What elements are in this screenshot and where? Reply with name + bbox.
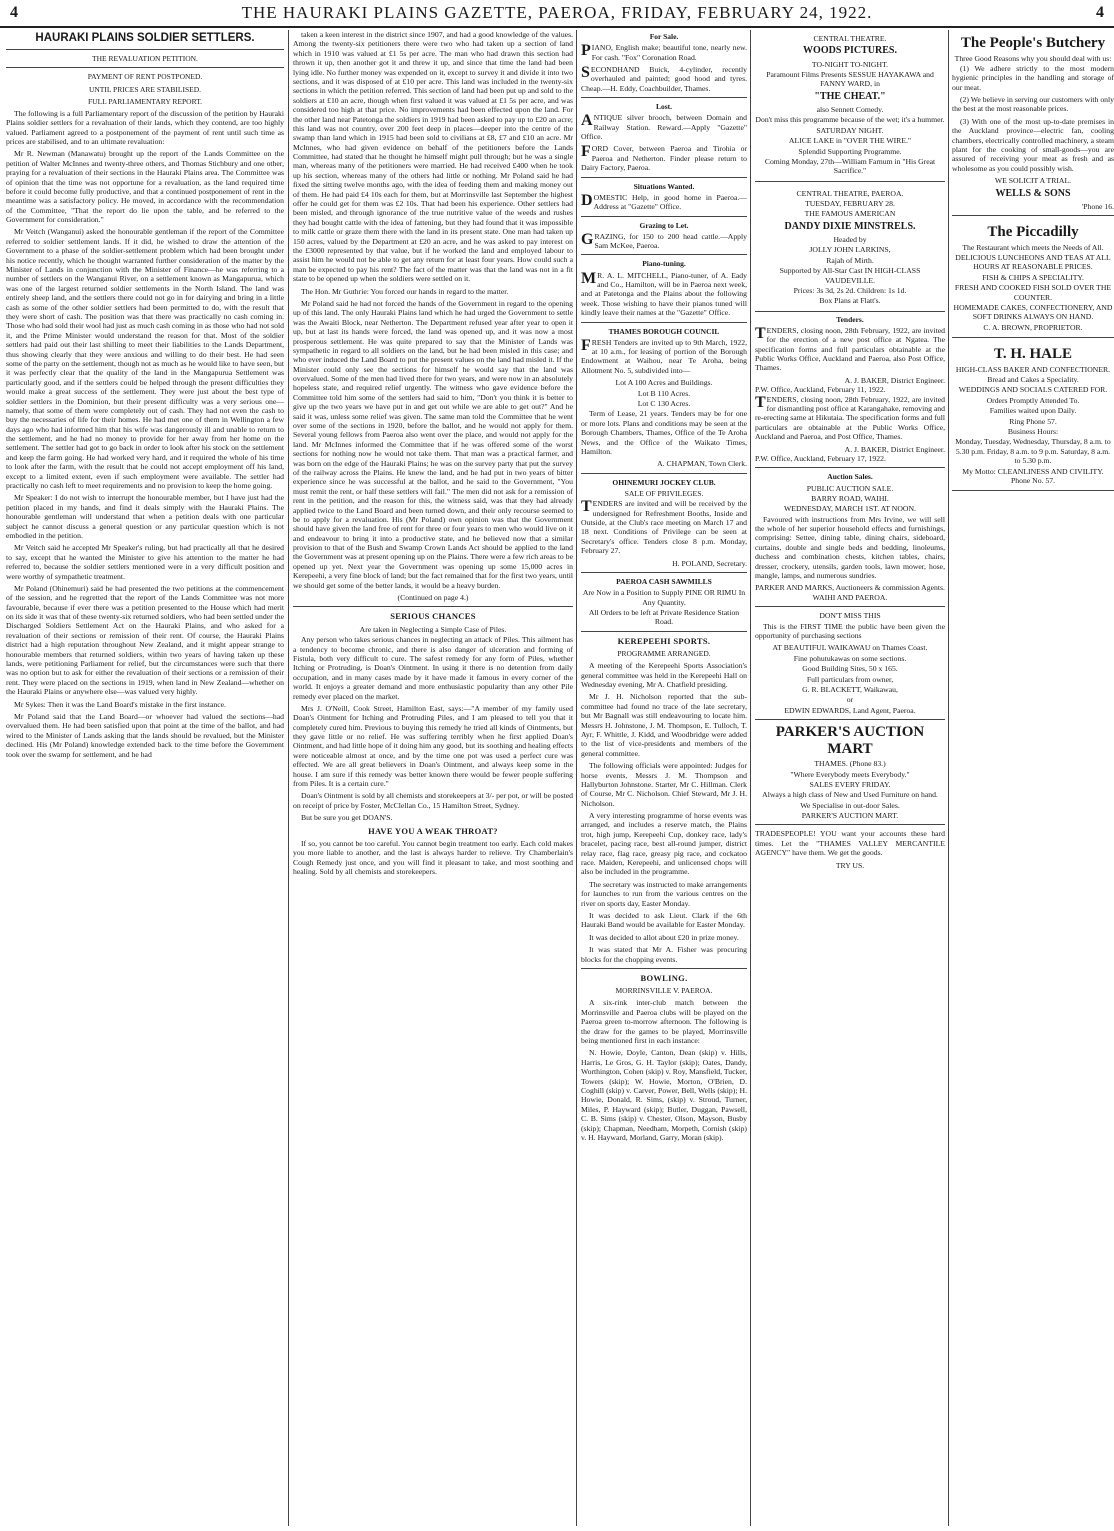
- signature: A. J. BAKER, District Engineer.: [844, 375, 945, 385]
- article-paragraph: The secretary was instructed to make arrangements for launches to run from the various centres on the river on sports day, Easter Monday.: [581, 879, 747, 908]
- ad-title: PARKER'S AUCTION MART: [775, 724, 925, 757]
- newspaper-title: THE HAURAKI PLAINS GAZETTE, PAEROA, FRIDAY, FEBRUARY 24, 1922.: [241, 3, 873, 22]
- ad-text: Fine pohutukawas on some sections.: [793, 653, 907, 663]
- ad-text: Are Now in a Position to Supply PINE OR RIMU In Any Quantity.: [582, 588, 746, 607]
- article-paragraph: A meeting of the Kerepeehi Sports Association's general committee was held in the Kerepeehi Hall on Wednesday evening, Mr A. Chatfield presiding.: [581, 661, 747, 689]
- ad-subheading: WOODS PICTURES.: [803, 45, 897, 57]
- divider: [581, 216, 747, 217]
- classified-ad: FORD Cover, between Paeroa and Tirohia or Paeroa and Netherton. Finder please return to Dairy Factory, Paeroa.: [581, 143, 747, 173]
- ad-text: BARRY ROAD, WAIHI.: [811, 493, 889, 503]
- ad-title: T. H. HALE: [993, 346, 1073, 363]
- ad-paragraph: (3) With one of the most up-to-date premises in the Auckland province—electric fan, cooling chambers, electrically controlled machinery, a steam plant for the cooking of small-goods—you are assured of receiving your meat as fresh and as wholesome as you could possibly wish.: [952, 116, 1114, 173]
- ad-text: We Specialise in out-door Sales.: [800, 800, 900, 810]
- divider: [581, 631, 747, 632]
- ad-heading: PAEROA CASH SAWMILLS: [616, 577, 712, 586]
- classified-ad: MR. A. L. MITCHELL, Piano-tuner, of A. Eady and Co., Hamilton, will be in Paeroa next week, and at Patetonga and the Plains about the following week. Those wishing to have their pianos tuned will kindly leave their names at the "Gazette" Office.: [581, 269, 747, 318]
- deck-line: PAYMENT OF RENT POSTPONED.: [87, 72, 203, 82]
- classified-ad: ANTIQUE silver brooch, between Domain and Railway Station. Reward.—Apply "Gazette" Office.: [581, 112, 747, 142]
- ad-text: SALES EVERY FRIDAY.: [809, 779, 891, 789]
- section-head: Lost.: [655, 102, 673, 112]
- classified-ad: TENDERS are invited and will be received by the undersigned for Refreshment Booths, Inside and Outside, at the Club's race meeting on March 17 and 18 next. Conditions of Privilege can be seen at Secretary's office. Tenders close 8 p.m. Monday, February 27.: [581, 498, 747, 556]
- ad-paragraph: But be sure you get DOAN'S.: [301, 813, 393, 823]
- ad-text: WEDNESDAY, MARCH 1ST. AT NOON.: [784, 504, 916, 514]
- ad-text: TO-NIGHT TO-NIGHT.: [811, 59, 889, 69]
- ad-text: Headed by: [833, 235, 867, 245]
- page-number-left: 4: [10, 4, 18, 21]
- section-head: Tenders.: [836, 314, 864, 324]
- divider: [581, 97, 747, 98]
- ad-text: WE SOLICIT A TRIAL.: [994, 176, 1072, 186]
- ad-text: Box Plans at Flatt's.: [819, 296, 881, 306]
- ad-text: Prices: 3s 3d, 2s 2d. Children: 1s 1d.: [793, 285, 907, 295]
- ad-text: Coming Monday, 27th—William Farnum in "His Great Sacrifice.": [764, 156, 936, 176]
- ad-heading: SERIOUS CHANCES: [390, 611, 476, 622]
- lot-line: Lot B 110 Acres.: [637, 388, 691, 398]
- divider: [755, 824, 945, 825]
- divider: [581, 177, 747, 178]
- divider: [581, 254, 747, 255]
- ad-text: Bread and Cakes a Speciality.: [987, 375, 1079, 385]
- ad-text: 'Phone 16.: [1081, 201, 1114, 211]
- ad-text: JOLLY JOHN LARKINS,: [809, 245, 891, 255]
- ad-text: PARKER AND MARKS, Auctioneers & commission Agents. WAIHI AND PAEROA.: [755, 583, 945, 602]
- article-paragraph: A very interesting programme of horse events was arranged, and includes a reserve match, the Plains trot, high jump, Kerepeehi Cup, donkey race, lady's bracelet, pacing race, best all-round jumper, district relay race, flag race, greasy pig race, and cockatoo race. Maiden, Kerepeehi, and unlicensed chops will also be included in the programme.: [581, 811, 747, 877]
- article-paragraph: Mr Speaker: I do not wish to interrupt the honourable member, but I have just had the petition placed in my hands, and find it deals simply with the Hauraki Plains. The honourable gentleman will understand that when a petition deals with one particular subject he cannot discuss a general question or any particular question which is not embodied in the petition.: [6, 493, 284, 540]
- ad-text: THE FAMOUS AMERICAN: [804, 209, 896, 219]
- signature: H. POLAND, Secretary.: [672, 558, 747, 568]
- ad-text: Supported by All-Star Cast IN HIGH-CLASS VAUDEVILLE.: [779, 266, 921, 285]
- classified-ad: SECONDHAND Buick, 4-cylinder, recently overhauled and painted; good hood and tyres. Cheap.—H. Eddy, Coachbuilder, Thames.: [581, 63, 747, 93]
- column-spacer: [750, 30, 751, 1526]
- ad-text: HIGH-CLASS BAKER AND CONFECTIONER.: [955, 364, 1111, 374]
- ad-title: DANDY DIXIE MINSTRELS.: [784, 220, 916, 232]
- article-paragraph: A six-rink inter-club match between the Morrinsville and Paeroa clubs will be played on the Paeroa green to-morrow afternoon. The following is the draw for the games to be played, Morrinsville being mentioned first in each instance:: [581, 998, 747, 1045]
- article-paragraph: Mr Poland said that the Land Board—or whoever had valued the sections—had overvalued them. He had been satisfied upon that point at the time of the ballot, and had wired to the Minister of Lands asking that the lands should be revalued, but the Minister declined. His (Mr Poland) knowledge extended back to the time before the Government took over the swamp for settlement, and he had: [6, 712, 284, 759]
- butchery-ad: [952, 30, 1114, 216]
- ad-text: Three Good Reasons why you should deal with us:: [954, 53, 1112, 63]
- subheadline: THE REVALUATION PETITION.: [92, 54, 198, 64]
- divider: [6, 67, 284, 68]
- ad-text: My Motto: CLEANLINESS AND CIVILITY. Phone No. 57.: [962, 466, 1104, 485]
- ad-text: or: [846, 695, 854, 705]
- column-entertainment: [750, 30, 949, 1526]
- classified-ad: DOMESTIC Help, in good home in Paeroa.—Address at "Gazette" Office.: [581, 191, 747, 212]
- ad-heading: DON'T MISS THIS: [819, 611, 881, 621]
- ad-text: Business Hours:: [1007, 427, 1059, 437]
- article-paragraph: Mr Poland (Ohinemuri) said he had presented the two petitions at the commencement of the session, and he regretted that the report of the Lands Committee was not more favourable, because if ever there was a petition presented to the House which had merit on its side it was that of these twenty-six returned soldiers, who had been settled under the Discharged Soldiers Settlement Act on the Hauraki Plains, and who asked for a revaluation of their sections or remission of their rent. Of course, the Hauraki Plains district had a high reputation throughout New Zealand, and it might appear strange to honourable members that returned soldiers, within two years of having taken up these lands, were petitioning Parliament for relief, but the circumstances were such that there was no option but to ask for either the revaluation of their sections or a remission of their rent. They were placed on the sections in 1919, when land in New Zealand—whether on the Hauraki Plains or anywhere else—was valued very highly.: [6, 583, 284, 697]
- ad-text: Don't miss this programme because of the wet; it's a hummer.: [755, 115, 945, 125]
- ad-paragraph: (2) We believe in serving our customers with only the best at the most reasonable prices.: [952, 95, 1114, 114]
- ad-text: All Orders to be left at Private Residence Station Road.: [588, 607, 740, 627]
- section-head: For Sale.: [649, 32, 679, 41]
- ad-title: WELLS & SONS: [995, 187, 1071, 199]
- ad-text: Monday, Tuesday, Wednesday, Thursday, 8 a.m. to 5.30 p.m. Friday, 8 a.m. to 9 p.m. Saturday, 8 a.m. to 5.30 p.m.: [955, 437, 1111, 466]
- divider: [581, 968, 747, 969]
- minstrels-ad: [755, 185, 945, 312]
- ad-paragraph: Favoured with instructions from Mrs Irvine, we will sell the whole of her superior household effects and furnishings, comprising: Settee, dining table, dining chairs, sideboard, curtains, double and single beds and bedding, linoleums, duchess and combination chests, kitchen tables, chairs, dresser, crockery, utensils, garden tools, lawn mower, hose, mangle, lamps, and numerous sundries.: [755, 514, 945, 581]
- divider: [581, 322, 747, 323]
- ad-text: EDWIN EDWARDS, Land Agent, Paeroa.: [784, 705, 916, 715]
- ad-text: "Where Everybody meets Everybody.": [790, 769, 910, 779]
- signature: A. J. BAKER, District Engineer.: [844, 444, 945, 454]
- article-paragraph: It was decided to allot about £20 in prize money.: [589, 932, 739, 942]
- ad-text: G. R. BLACKETT, Waikawau,: [802, 684, 898, 694]
- ad-title: The People's Butchery: [960, 35, 1106, 51]
- lot-line: Lot C 130 Acres.: [637, 399, 691, 408]
- tender-date: P.W. Office, Auckland, February 11, 1922.: [755, 385, 886, 395]
- article-paragraph: Mr Veitch (Wanganui) asked the honourable gentleman if the report of the Committee referred to soldier settlement lands. If it did, he wished to draw the attention of the Government to a phase of the soldier-settlement problem which had been brought under his notice recently, which he thought warranted further consideration of the matter by the Minister of Lands in conjunction with the Minister of Finance—he was referring to a number of settlers on the Wanganui River, on a settlement known as Mangapurua, which was one of the largest returned soldier settlements in the North Island. The land was entirely sheep land, and the settlers there could not go in for dairying and bring in a little cash as some of the other soldier settlers had been permitted to do, with the result that they were short of cash. The position was that there was practically no cash coming in. Those who had sold their wool had just as much cash coming in as those who had not sold it, and the Prime Minister would understand the reason for that. Most of the soldier settlers had paid out their last shilling to meet their liabilities to the Lands Department, thus showing clearly that they were anxious and willing to do their best. He had seen some of the party on the settlement, though not as much as he would like to have seen, but it was perfectly clear that the quality of the land in the Mangapurua Settlement was particularly good, and if the settlers could be helped through the present difficulties they would make a great success of the settlement. They were just about the best type of soldier settlers in the Dominion, but their present difficulty was a very serious one—namely, that some of them were completely out of cash. They had not even the cash to buy the necessaries of life for their homes. He had met one of them in Wellington a few days ago who had informed him that his wife was dangerously ill and unable to return to the settlement, and he had no money to provide for her away from her home on the settlement. The settler had got to go back in order to look after his stock on the settlement and keep the farm going. He had worked very hard, and it required the whole of his time to look after the farm, with the result that he could not accept employment off his land, except to a limited extent, even if such employment were available. The settler had practically no cash left to meet requirements and no provision to keep the home going.: [6, 227, 284, 491]
- ad-text: DELICIOUS LUNCHEONS AND TEAS AT ALL HOURS AT REASONABLE PRICES.: [955, 253, 1111, 272]
- article-paragraph: The following officials were appointed: Judges for horse events, Messrs J. M. Thompson and Hallyburton Johnstone. Starter, Mr C. Hillman. Clerk of Course, Mr C. Nicholson. Chief Steward, Mr J. H. Nicholson.: [581, 761, 747, 808]
- article-paragraph: Mr Sykes: Then it was the Land Board's mistake in the first instance.: [14, 699, 226, 709]
- ad-paragraph: TRADESPEOPLE! YOU want your accounts these hard times. Let the "THAMES VALLEY MERCANTILE AGENCY" have them. We get the goods.: [755, 829, 945, 858]
- ad-text: Splendid Supporting Programme.: [798, 146, 902, 156]
- article-paragraph: The following is a full Parliamentary report of the discussion of the petition by Hauraki Plains soldier settlers for a revaluation of their lands, which they contend, are too highly valued. Parliament agreed to a postponement of the payment of rent until such time as prices are stabilised, and to an ultimate revaluation:: [6, 108, 284, 146]
- theatre-ad: [755, 30, 945, 182]
- article-subheadline: MORRINSVILLE V. PAEROA.: [615, 986, 713, 996]
- column-merchants: [948, 30, 1114, 1526]
- divider: [581, 572, 747, 573]
- ad-text: HOMEMADE CAKES, CONFECTIONERY, AND SOFT DRINKS ALWAYS ON HAND.: [953, 303, 1113, 322]
- classified-ad: GRAZING, for 150 to 200 head cattle.—Apply Sam McKee, Paeroa.: [581, 230, 747, 251]
- article-paragraph: Mr Poland said he had not forced the hands of the Government in regard to the opening up of this land. The only Hauraki Plains land which he had urged the Government to settle was the Awaiti Block, near Netherton. The Department refused year after year to open it up, but at last its hands were forced, the land was opened up, and it was now a most prosperous settlement. He was quite prepared to say that the Minister of Lands was sympathetic in regard to all soldiers on the land, but he had been misled in this case; and who ever induced the Land Board to put the present values on the land had misled it. If the Minister could only see the sections for himself he would say that the land was overvalued. Some of the men had lived there for two years, and were now in an absolutely hopeless state, and required relief urgently. The witness who gave evidence before the Committee told him some of the settlers had said to him, "Don't you think it is better to give up the two years we have put in and get out while we are able to get out?" And he said it was, unless some relief was given. The same man told the Committee that he went over some of the sections in 1920, before the ballot, and he would not apply for them. Several young fellows from Paeroa also went over the place, and would not apply for the land. Mr McInnes informed the Committee that if he was offered some of the worst sections for nothing now he would not take them. That man was a practical farmer, and was born on the edge of the Hauraki Plains; he was on the survey party that put the survey of the railway across the Plains. He knew the land, and he had put in two years of bitter experience since he was successful at the ballot, and he said to the Government, "You must remit the rent, or half these settlers will fail." The men did not ask for a remission of rent in the petition, and the reason for this, the witness said, was that they had already applied twice to the Land Board and been turned down, and their only recourse seemed to be to apply for a revaluation. His (Mr Poland) own opinion was that the Government should have given the land free of rent for three or four years to men who would live on it and endeavour to bring it into a productive state, and he believed now that a similar provision to that of the Bush and Swamp Crown Lands Act should be applied to the land the Government was at present opening up on the Plains. There were a few rich areas to be opened up yet. Next year the Government was opening up some 15,000 acres in Kerepeehi, a very fine block of land; but the fact remained that for the first two years, until we should get some of the better lands, it would be a heavy burden.: [293, 298, 573, 590]
- piccadilly-ad: [952, 219, 1114, 338]
- divider: [581, 473, 747, 474]
- article-headline: KEREPEEHI SPORTS.: [617, 635, 711, 646]
- article-paragraph: The Hon. Mr Guthrie: You forced our hands in regard to the matter.: [301, 286, 509, 296]
- classified-ad: FRESH Tenders are invited up to 9th March, 1922, at 10 a.m., for leasing of portion of the Borough Endowment at Waihou, near Te Aroha, being Allotment No. 5, subdivided into—: [581, 336, 747, 375]
- ad-paragraph: If so, you cannot be too careful. You cannot begin treatment too early. Each cold makes you more liable to another, and the last is always harder to relieve. Try Chamberlain's Cough Remedy just once, and you will find it pleasant to take, and most soothing and healing. Sold by all chemists and storekeepers.: [293, 838, 573, 877]
- divider: [755, 606, 945, 607]
- ad-text: Ring Phone 57.: [1009, 416, 1057, 426]
- ad-text: Full particulars from owner,: [806, 674, 894, 684]
- ad-text: Rajah of Mirth.: [826, 255, 874, 265]
- ad-subheading: Are taken in Neglecting a Simple Case of Piles.: [359, 624, 507, 634]
- section-head: Piano-tuning.: [642, 259, 686, 269]
- ad-text: THAMES. (Phone 83.): [814, 759, 886, 769]
- tender-ad: TENDERS, closing noon, 28th February, 1922, are invited for the erection of a new post office at Ngatea. The specification forms and full particulars obtainable at the Public Works Office, Auckland and Paeroa, also Post Office, Thames.: [755, 324, 945, 373]
- classified-ad: PIANO, English make; beautiful tone, nearly new. For cash. "Fox" Coronation Road.: [581, 42, 747, 62]
- ad-text: C. A. BROWN, PROPRIETOR.: [983, 322, 1083, 332]
- headline: HAURAKI PLAINS SOLDIER SETTLERS.: [35, 32, 255, 44]
- tender-ad: TENDERS, closing noon, 28th February, 1922, are invited for dismantling post office at Karangahake, removing and re-erecting same at Hikutaia. The specification forms and full particulars are obtainable at the Public Works Office, Auckland and Paeroa, and Post Office, Thames.: [755, 393, 945, 442]
- column-soldier-settlers: [2, 30, 288, 1526]
- ad-text: The Restaurant which meets the Needs of All.: [962, 242, 1104, 252]
- article-paragraph: It was decided to ask Lieut. Clark if the 6th Hauraki Band would be available for Easter Monday.: [581, 910, 747, 930]
- ad-text: SATURDAY NIGHT.: [816, 125, 884, 135]
- article-paragraph: It was stated that Mr A. Fisher was procuring blocks for the chopping events.: [581, 945, 747, 964]
- lot-line: Lot A 100 Acres and Buildings.: [615, 378, 713, 388]
- ad-paragraph: Any person who takes serious chances in neglecting an attack of Piles. This ailment has a tendency to become chronic, and there is also danger of ulceration and forming of Fistula, both very difficult to cure. The safest remedy for any form of Piles, whether Itching or Protruding, is Doan's Ointment. In using it there is no detention from daily occupation, and in many cases made by it have made it famous in every corner of the world. It enjoys a greater demand and more enthusiastic popularity than any other Pile remedy ever placed on the market.: [293, 635, 573, 701]
- bakery-ad: [952, 341, 1114, 491]
- tender-date: P.W. Office, Auckland, February 17, 1922.: [755, 453, 886, 463]
- column-classifieds: [576, 30, 751, 1526]
- ad-text: Orders Promptly Attended To.: [986, 395, 1080, 405]
- section-head: Auction Sales.: [827, 472, 873, 482]
- ad-paragraph: (1) We adhere strictly to the most modern hygienic principles in the handling and storage of our meat.: [952, 63, 1114, 92]
- ad-subheading: SALE OF PRIVILEGES.: [624, 488, 704, 498]
- divider: [293, 606, 573, 607]
- section-head: Situations Wanted.: [633, 181, 695, 191]
- ad-text: Good Building Sites, 50 x 165.: [802, 664, 898, 674]
- article-paragraph: Mr J. H. Nicholson reported that the sub-committee had found no trace of the late secretary, but Mr Bagnall was still endeavouring to locate him. Messrs H. Johnstone, J. M. Thompson, E. Tulloch, T. Ayr, F. Whittle, J. Kidd, and Woodbridge were added to the list of vice-presidents and members of the general committee.: [581, 692, 747, 758]
- divider: [755, 719, 945, 720]
- column-article-continued: [288, 30, 577, 1526]
- ad-heading: THAMES BOROUGH COUNCIL: [608, 326, 720, 336]
- ad-text: PARKER'S AUCTION MART.: [801, 811, 899, 821]
- divider: [6, 49, 284, 50]
- ad-text: WEDDINGS AND SOCIALS CATERED FOR.: [958, 385, 1108, 395]
- article-paragraph: Mr Veitch said he accepted Mr Speaker's ruling, but had practically all that he desired to say, except that he wanted the Minister to give his attention to the matter he had referred to, because the soldier settlers mentioned were in a very difficult position and were worthy of sympathetic treatment.: [6, 543, 284, 581]
- ad-paragraph: Mrs J. O'Neill, Cook Street, Hamilton East, says:—"A member of my family used Doan's Ointment for Itching and Protruding Piles, and I am pleased to tell you that it completely cured him. Previous to buying this remedy he tried all kinds of Ointments, but they gave little or no relief. He was suffering terribly when he first applied Doan's Ointment, and had little hope of it doing him any good, but its soothing and healing effects were noticeable almost at once, and by the time one pot was used a perfect cure was effected. We are all great believers in Doan's Ointment, and always keep some in the house. I am sure if this remedy was better known there would be fewer people suffering from Piles. It is a certain cure.": [293, 703, 573, 789]
- ad-paragraph: This is the FIRST TIME the public have been given the opportunity of purchasing sections: [755, 621, 945, 640]
- ad-text: Families waited upon Daily.: [989, 406, 1077, 416]
- ad-paragraph: Doan's Ointment is sold by all chemists and storekeepers at 3/- per pot, or will be posted on receipt of price by Foster, McClellan Co., 15 Hamilton Street, Sydney.: [293, 791, 573, 810]
- ad-heading: CENTRAL THEATRE.: [813, 34, 887, 43]
- deck-line: FULL PARLIAMENTARY REPORT.: [87, 96, 203, 106]
- ad-text: FISH & CHIPS A SPECIALITY.: [982, 272, 1084, 282]
- article-paragraph: N. Howie, Doyle, Canton, Dean (skip) v. Hills, Harris, Le Gros, G. H. Taylor (skip); Oates, Dandy, Worthington, Cohen (skip) v. Roy, Mansfield, Tucker, Towers (skip); W. Howie, Morton, O'Brien, D. Coghill (skip) v. Carver, Power, Bell, Wells (skip); H. Howie, Donald, R. Sims, (skip) v. Stroud, Turner, Miles, P. Hayward (skip); Butler, Duggan, Pawsell, C. B. Sims (skip) v. Chester, Olson, Mayson, Busby (skip); Chapman, Needham, Morpeth, Cornish (skip) v. H. Hayward, Morland, Garry, Moran (skip).: [581, 1048, 747, 1142]
- deck-line: UNTIL PRICES ARE STABILISED.: [88, 84, 202, 94]
- ad-text: FRESH AND COOKED FISH SOLD OVER THE COUNTER.: [954, 283, 1112, 302]
- divider: [755, 467, 945, 468]
- article-paragraph: Mr R. Newman (Manawatu) brought up the report of the Lands Committee on the petition of Walter McInnes and twenty-three others, and Thomas Stichbury and one other, praying for a revaluation of their sections in the Hauraki Plains area. The Committee was of opinion that the time was not opportune for a revaluation, as the land required time before it could become fully productive, and that a continued postponement of rent in the meantime was a satisfactory policy. He moved, in accordance with the recommendation of the Committee, "That the report do lie upon the table, and be referred to the Government for consideration.": [6, 149, 284, 225]
- ad-text: TRY US.: [835, 860, 865, 870]
- masthead: [0, 0, 1114, 28]
- ad-heading: CENTRAL THEATRE, PAEROA.: [796, 188, 904, 198]
- ad-text: AT BEAUTIFUL WAIKAWAU on Thames Coast.: [772, 643, 928, 653]
- signature: A. CHAPMAN, Town Clerk.: [657, 459, 747, 469]
- ad-text: also Sennett Comedy.: [816, 104, 884, 114]
- ad-text: TUESDAY, FEBRUARY 28.: [805, 199, 895, 209]
- article-subheadline: PROGRAMME ARRANGED.: [617, 649, 711, 659]
- article-headline: BOWLING.: [640, 972, 688, 983]
- ad-heading: OHINEMURI JOCKEY CLUB.: [612, 477, 716, 487]
- ad-text: Always a high class of New and Used Furniture on hand.: [762, 790, 938, 800]
- page-number-right: 4: [1096, 4, 1104, 21]
- ad-title: The Piccadilly: [987, 224, 1079, 241]
- continued-note: (Continued on page 4.): [397, 593, 469, 603]
- ad-heading: PUBLIC AUCTION SALE.: [806, 483, 894, 493]
- ad-heading: HAVE YOU A WEAK THROAT?: [368, 825, 498, 836]
- film-title: "THE CHEAT.": [814, 90, 886, 102]
- ad-text: ALICE LAKE in "OVER THE WIRE.": [788, 136, 912, 146]
- classified-ad: Term of Lease, 21 years. Tenders may be for one or more lots. Plans and conditions may be seen at the Borough Chambers, Thames, Office of the Te Aroha News, and the Office of the Waikato Times, Hamilton.: [581, 409, 747, 456]
- ad-text: Paramount Films Presents SESSUE HAYAKAWA and FANNY WARD, in: [766, 69, 934, 89]
- section-head: Grazing to Let.: [639, 220, 689, 230]
- article-paragraph: taken a keen interest in the district since 1907, and had a good knowledge of the values. Among the twenty-six petitioners there were two who had taken up a section of land which in 1910 was valued at £1 5s per acre. The man who had drawn this section had thrown it up, then another got it and threw it up, and since that time the land had been lying idle. No further money was expended on it, except to survey it and divide it into two sections, and it was disposed of at £10 per acre. This land was included in the twenty-six sections in which the petition referred. This section of land had been put up and sold to the soldiers at £10 an acre, though when first valued it was valued at £1 5s per acre, and was considered too high at that price. No improvements had been effected upon the land. For the other land near Patetonga the soldiers in 1919 had been asked to pay up to £20 an acre; this land was not country, over 200 feet deep in places—deeper into the centre of the swamp than land which in 1915 had been sold to civilians at £8, £7 and £10 an acre. Mr McInnes, who had given evidence on behalf of the petitioners before the Lands Committee, had stated that he thought he himself might pull through; but he was a single man, whereas many of the petitioners were married. He had received £400 when he took up his section, whereas many of the others had little or nothing. Mr Poland said he had fixed the sitting twelve months ago, with the idea of feeding them and making money out of them. He had paid £4 10s each for them, but at Morrinsville last September the highest offer he could get for them was £2 10s. That had been his experience. Other settlers had been misled, and through ignorance of the true nutritive value of the weeds and rushes they had bought cattle with the idea of fattening, but they had found that it was impossible to milk cattle or graze them there with the land in its present state. One man had taken up 150 acres, valued by the Department at £20 an acre, and he was asked to pay interest on the £3000 represented by that value, but if he worked the land and employed labour to assist him he would not be able to get any return for at least four years. How could such a man be expected to pay his rent? The fact of the matter was that the land was not in a fit state to be opened up when the soldiers were settled on it.: [293, 30, 573, 284]
